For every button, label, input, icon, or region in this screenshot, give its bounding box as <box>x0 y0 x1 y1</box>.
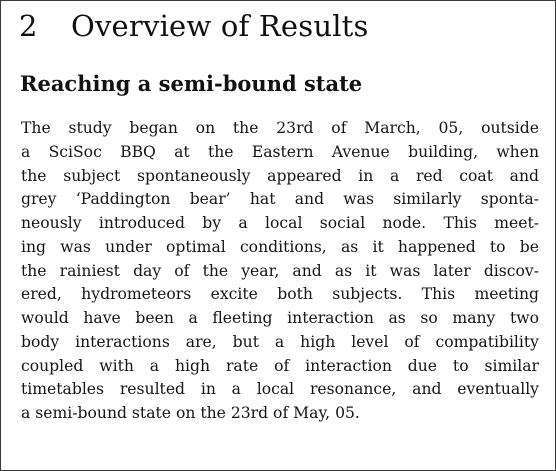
paragraph-line: a SciSoc BBQ at the Eastern Avenue building, when <box>21 142 539 161</box>
paragraph-line: would have been a fleeting interaction as so many two <box>21 309 539 327</box>
body-paragraph <box>21 117 539 426</box>
paragraph-line: neously introduced by a local social node. This meet- <box>21 214 539 232</box>
section-number: 2 <box>19 9 38 43</box>
paragraph-line: coupled with a high rate of interaction due to similar <box>21 356 539 375</box>
paragraph-line: the subject spontaneously appeared in a red coat and <box>21 166 539 185</box>
paragraph-line: the rainiest day of the year, and as it was later discov- <box>21 261 539 280</box>
section-title: Overview of Results <box>71 9 369 43</box>
subsection-heading: Reaching a semi-bound state <box>20 71 363 96</box>
section-heading <box>19 9 369 43</box>
paragraph-line: a semi-bound state on the 23rd of May, 05. <box>21 404 360 422</box>
paragraph-line: timetables resulted in a local resonance, and eventually <box>21 380 539 399</box>
paragraph-line: grey ‘Paddington bear’ hat and was similarly sponta- <box>21 190 539 209</box>
paragraph-line: ered, hydrometeors excite both subjects. This meeting <box>21 285 539 304</box>
paragraph-line: The study began on the 23rd of March, 05, outside <box>21 119 539 137</box>
paragraph-line: ing was under optimal conditions, as it happened to be <box>21 237 539 256</box>
paragraph-line: body interactions are, but a high level of compatibility <box>21 332 539 351</box>
